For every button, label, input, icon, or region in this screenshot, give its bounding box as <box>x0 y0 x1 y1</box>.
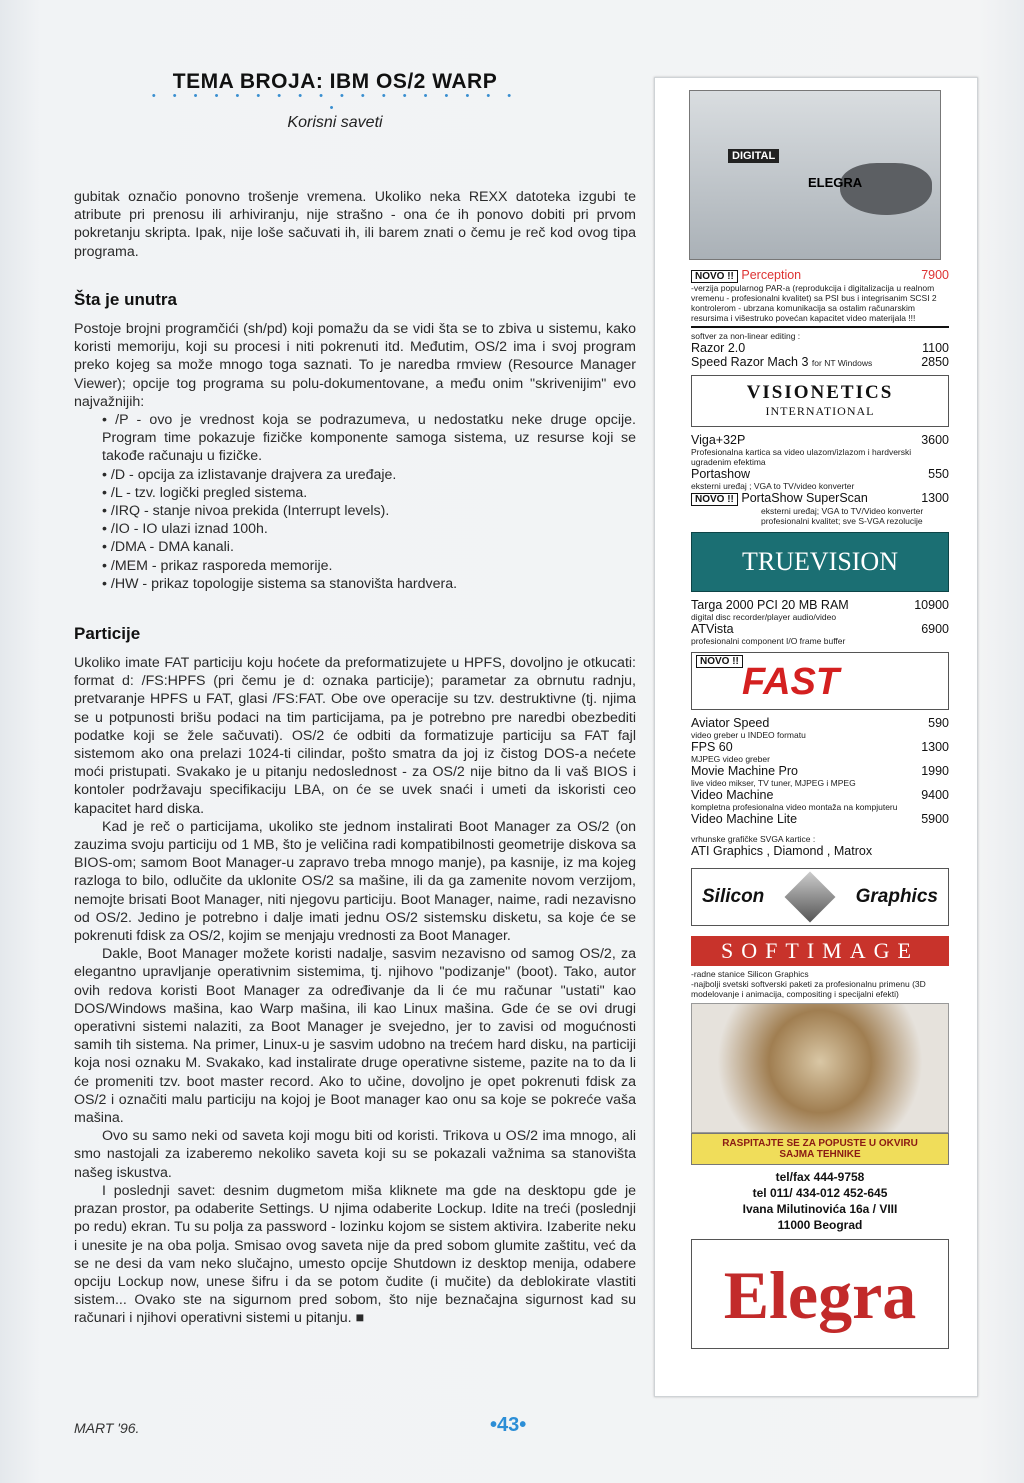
list-item: • /HW - prikaz topologije sistema sa stanovišta hardvera. <box>102 575 458 592</box>
list-item: • /IO - IO ulazi iznad 100h. <box>102 521 268 538</box>
article-header <box>150 70 520 132</box>
price-row: Movie Machine Pro 1990 <box>691 764 949 778</box>
price-row: Portashow 550 <box>691 467 949 481</box>
price-row: Targa 2000 PCI 20 MB RAM 10900 <box>691 598 949 612</box>
product-desc: -verzija popularnog PAR-a (reprodukcija i digitalizacija u realnom vremenu - profesionalni kvalitet) sa PSI bus i integrisanim SCSI 2 kontrolerom - ubrzana komunikacija sa ostalim računarskim resursima i višestruko povećan kapacitet video materijala !!! <box>691 283 937 323</box>
cube-icon <box>784 872 835 923</box>
section-heading-particije: Particije <box>74 624 141 643</box>
elegra-advertisement <box>654 77 978 1397</box>
paragraph: Kad je reč o particijama, ukoliko ste jednom instalirati Boot Manager za OS/2 (on zauzima svoju particiju od 1 MB, što je veličina radi kompatibilnosti geometrije diskova sa BIOS-om; samom Boot Manager-u zapravo treba mnogo manje), pa kasnije, iz ma kojeg razloga to bilo, odlučite da uklonite OS/2 sa mašine, ili da ga zamenite novom verzijom, nemojte brisati Boot Manager, niti njegovu particiju. Boot Manager, naime, radi nezavisno od OS/2. Jedino je potrebno i dalje imati jednu OS/2 sistemsku disketu, sa koje će se pokrenuti fdisk za OS/2, kojim se menjaju vrednosti za Boot Manager. <box>74 818 636 945</box>
fast-logo: NOVO !! FAST <box>691 652 949 710</box>
cartoon-illustration <box>691 1003 949 1133</box>
price-row: Video Machine 9400 <box>691 788 949 802</box>
promo-banner: RASPITAJTE SE ZA POPUSTE U OKVIRU SAJMA TEHNIKE <box>691 1133 949 1165</box>
price-row: Speed Razor Mach 3 for NT Windows 2850 <box>691 355 949 369</box>
product-illustration <box>689 90 941 260</box>
price-row: ATVista 6900 <box>691 622 949 636</box>
list-item: • /L - tzv. logički pregled sistema. <box>102 484 308 501</box>
list-item: • /DMA - DMA kanali. <box>102 539 234 556</box>
issue-date: MART '96. <box>74 1420 140 1436</box>
paragraph: I poslednji savet: desnim dugmetom miša kliknete ma gde na desktopu gde je prazan prostor, pa odaberite Settings. U njima odaberite Lockup. Idite na treći (poslednji po redu) ekran. Tu su polja za password - lozinku kojom se sistem aktivira. Izaberite neku i unesite je na oba polja. Smisao ovog saveta nije da pred sobom glumite zaštitu, već da se ne desi da vam neko slučajno, umesto opcije Shutdown iz desktop menija, odabere opciju Lockup now, unese šifru i da se potom čudite (i mučite) da deblokirate vlastiti sistem... Ovako ste na sigurnom pred sobom, što nije beznačajna sigurnost kad su računari i njihovi operativni sistemi u pitanju. ■ <box>74 1182 636 1327</box>
divider <box>691 326 949 328</box>
novo-badge: NOVO !! <box>691 270 738 283</box>
section-heading-unutra: Šta je unutra <box>74 290 177 309</box>
price-row: FPS 60 1300 <box>691 740 949 754</box>
elegra-logo: Elegra <box>691 1239 949 1349</box>
price-row: NOVO !! Perception 7900 <box>691 268 949 283</box>
options-list <box>74 411 636 593</box>
price-row: Razor 2.0 1100 <box>691 341 949 355</box>
section-particije-body <box>74 654 636 1328</box>
page-number: •43• <box>490 1414 527 1436</box>
price-row: Viga+32P 3600 <box>691 433 949 447</box>
softimage-logo: SOFTIMAGE <box>691 936 949 966</box>
paragraph: Postoje brojni programčići (sh/pd) koji pomažu da se vidi šta se to zbiva u sistemu, kako koristi memoriju, koji su procesi i niti pokrenuti itd. Međutim, OS/2 ima i svoj program preko kojeg sa može mnogo toga saznati. To je naredba rmview (Resource Manager Viewer); opcije tog programa su polu-dokumentovane, a među onim "skrivenijim" evo najvažnijih: <box>74 321 636 410</box>
paragraph: Ovo su samo neki od saveta koji mogu biti od koristi. Trikova u OS/2 ima mnogo, ali smo nastojali za izaberemo nekoliko saveta koji su se pokazali važnima sa stanovišta našeg iskustva. <box>74 1128 636 1181</box>
list-item: • /MEM - prikaz rasporeda memorije. <box>102 557 333 574</box>
truevision-logo: TRUEVISION <box>691 532 949 592</box>
visionetics-logo: VISIONETICS INTERNATIONAL <box>691 375 949 427</box>
article-topic: TEMA BROJA: IBM OS/2 WARP <box>172 70 498 93</box>
price-row: Video Machine Lite 5900 <box>691 812 949 826</box>
digital-logo: DIGITAL <box>728 149 779 163</box>
price-row: NOVO !! PortaShow SuperScan 1300 <box>691 491 949 506</box>
price-row: Aviator Speed 590 <box>691 716 949 730</box>
intro-paragraph: gubitak označio ponovno trošenje vremena. Ukoliko neka REXX datoteka izgubi te atribute pri prenosu ili arhiviranju, nije strašno - ona će ih ponovo dobiti pri prvom pokretanju skripta. Ipak, nije loše sačuvati ih, ili barem znati o čemu je reč kod ovog tipa programa. <box>74 189 636 260</box>
section-unutra-body <box>74 320 636 593</box>
silicon-graphics-logo: Silicon Graphics <box>691 868 949 926</box>
list-item: • /D - opcija za izlistavanje drajvera za uređaje. <box>102 466 397 483</box>
list-item: • /IRQ - stanje nivoa prekida (Interrupt levels). <box>102 503 390 520</box>
machine-brand: ELEGRA <box>808 175 863 190</box>
list-item: • /P - ovo je vrednost koja se podrazumeva, u nedostatku neke druge opcije. Program time pokazuje fizičke komponente samoga sistema, uz resurse koji se takođe računaju u fizičke. <box>102 412 636 465</box>
paragraph: Dakle, Boot Manager možete koristi nadalje, sasvim nezavisno od samog OS/2, za elegantno upravljanje operativnim sistemima, tj. njihovo "podizanje" (boot). Tako, autor ovih redova koristi Boot Manager za određivanje da li će mu računar "ustati" kao DOS/Windows mašina, kao Warp mašina, ili kao Linux mašina. Gde će se ovi drugi operativni sistemi nalaziti, za Boot Manager je svejedno, jer to zavisi od mogućnosti samih tih sistema. Na primer, Linux-u je sasvim udobno na trećem hard disku, na particiji koja nosi oznaku M. Svakako, kad instalirate druge operativne sisteme, pazite na to da li će promeniti tzv. boot master record. Ako to učine, dovoljno je opet pokrenuti fdisk za OS/2 i označiti malu particiju na kojoj je Boot manager kao onu sa koje se pokreće vaša mašina. <box>74 946 636 1127</box>
price-list: NOVO !! Perception 7900 -verzija popularnog PAR-a (reprodukcija i digitalizacija u realnom vremenu - profesionalni kvalitet) sa PSI bus i integrisanim SCSI 2 kontrolerom - ubrzana komunikacija sa ostalim računarskim resursima i višestruko povećan kapacitet video materijala !!! softver za non-linear editing : Razor 2.0 1100 Speed Razor Mach 3 for NT Windows 2850 VISIONETICS INTERNATIONAL Viga+32P 3600 Profesionalna kartica sa video ulazom/izlazom i hardverski ugradenim efektima Portashow 550 eksterni uređaj ; VGA to TV/video konverter NOVO !! PortaShow SuperScan 1300 eksterni uređaj; VGA to TV/Video konverter profesionalni kvalitet; sve S-VGA rezolucije TRUEVISION Targa 2000 PCI 20 MB RAM 10900 digital disc recorder/player audio/video ATVista 6900 profesionalni component I/O frame buffer NOVO !! FAST Aviator Speed 590 video greber u INDEO formatu FPS 60 1300 MJPEG video greber Movie Machine Pro 1990 live video mikser, TV tuner, MJPEG i MPEG Video Machine 9400 kompletna profesionalna video montaža na kompjuteru Video Machine Lite 5900 vrhunske grafičke SVGA kartice : ATI Graphics , Diamond , Matrox Silicon Graphics SOFTIMAGE -radne stanice Silicon Graphics -najbolji svetski softverski paketi za profesionalnu primenu (3D modelovanje i animacija, compositing i specijalni efekti) RASPITAJTE SE ZA POPUSTE U OKVIRU SAJMA TEHNIKE tel/fax 444-9758 tel 011/ 434-012 452-645 Ivana Milutinovića 16a / VIII 11000 Beograd Elegra <box>691 268 949 1349</box>
paragraph: Ukoliko imate FAT particiju koju hoćete da preformatizujete u HPFS, dovoljno je otkucati: format d: /FS:HPFS (pri čemu je d: oznaka particije); parametar za obrnutu radnju, pretvaranje HPFS u FAT, glasi /FS:FAT. Obe ove operacije su tzv. destruktivne (tj. njima se u potpunosti brišu podaci na tim particijama, pa je potrebno pre naredbi obezbediti podatke koji se žele sačuvati). OS/2 će odbiti da formatizuje particiju sa FAT fajl sistemom ako ona prelazi 1024-ti cilindar, pošto smatra da joj iz čistog DOS-a nećete moći pristupati. Svakako je u pitanju nedoslednost - za OS/2 nije bitno da li vaš BIOS i kontoler podržavaju specifikaciju LBA, on će se uvek snaći i umeti da iskoristi ceo kapacitet hard diska. <box>74 655 636 817</box>
article-subtitle: Korisni saveti <box>287 114 383 131</box>
header-dots: • • • • • • • • • • • • • • • • • • • <box>151 90 519 114</box>
contact-info: tel/fax 444-9758 tel 011/ 434-012 452-645 Ivana Milutinovića 16a / VIII 11000 Beograd <box>742 1170 898 1232</box>
